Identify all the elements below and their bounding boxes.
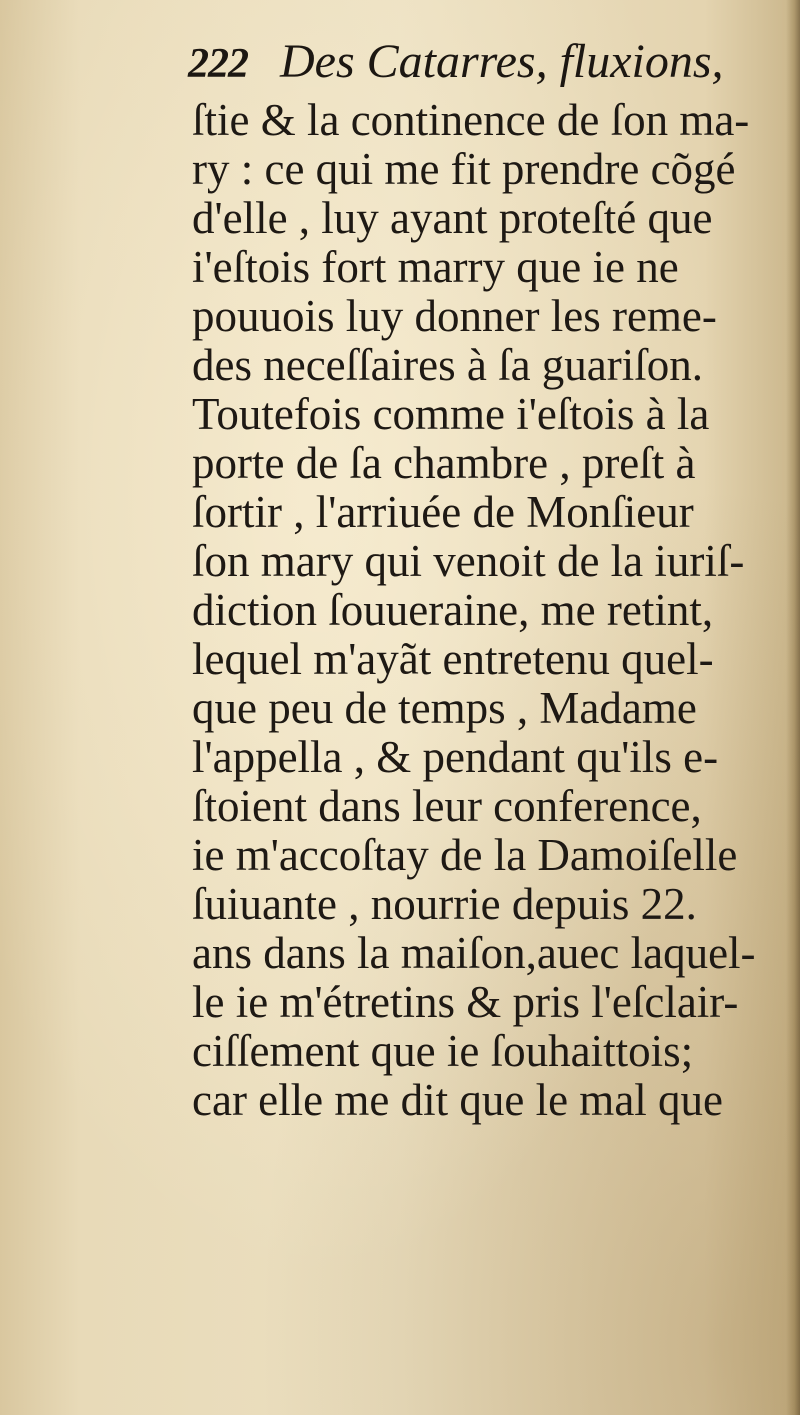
page-header [188, 34, 748, 98]
text-line: le ie m'étretins & pris l'eſclair- [192, 977, 739, 1027]
body-text [192, 96, 782, 1125]
text-line: ry : ce qui me fit prendre cõgé [192, 144, 736, 194]
text-line: ſtie & la continence de ſon ma- [192, 95, 750, 145]
text-line: ſtoient dans leur conference, [192, 781, 702, 831]
text-line: des neceſſaires à ſa guariſon. [192, 340, 704, 390]
text-line: ſortir , l'arriuée de Monſieur [192, 487, 694, 537]
text-line: d'elle , luy ayant proteſté que [192, 193, 713, 243]
running-head: Des Catarres, fluxions, [280, 35, 724, 88]
text-line: pouuois luy donner les reme- [192, 291, 717, 341]
text-line: ans dans la maiſon,auec laquel- [192, 928, 756, 978]
text-line: ſuiuante , nourrie depuis 22. [192, 879, 697, 929]
text-line: car elle me dit que le mal que [192, 1075, 724, 1125]
text-line: lequel m'ayãt entretenu quel- [192, 634, 714, 684]
text-line: porte de ſa chambre , preſt à [192, 438, 696, 488]
page-number: 222 [188, 41, 248, 87]
text-line: ciſſement que ie ſouhaittois; [192, 1026, 694, 1076]
text-line: diction ſouueraine, me retint, [192, 585, 714, 635]
text-line: Toutefois comme i'eſtois à la [192, 389, 710, 439]
text-line: l'appella , & pendant qu'ils e- [192, 732, 719, 782]
page-edge-shadow [786, 0, 800, 1415]
text-line: ſon mary qui venoit de la iuriſ- [192, 536, 745, 586]
text-line: ie m'accoſtay de la Damoiſelle [192, 830, 738, 880]
text-line: que peu de temps , Madame [192, 683, 697, 733]
text-line: i'eſtois fort marry que ie ne [192, 242, 679, 292]
